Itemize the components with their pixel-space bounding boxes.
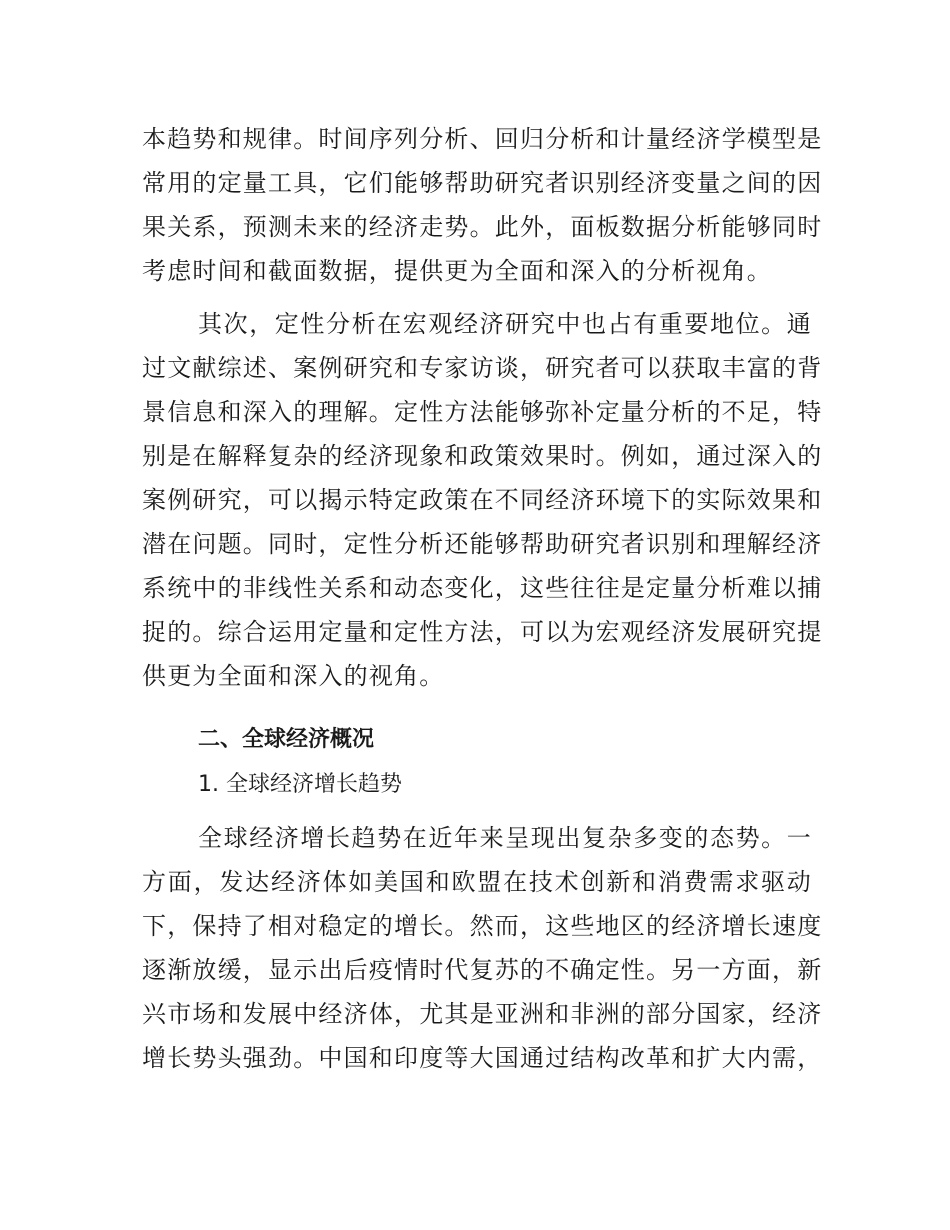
paragraph-line: 考虑时间和截面数据，提供更为全面和深入的分析视角。 (142, 257, 772, 285)
paragraph-line: 捉的。综合运用定量和定性方法，可以为宏观经济发展研究提 (142, 618, 823, 646)
paragraph-line: 景信息和深入的理解。定性方法能够弥补定量分析的不足，特 (142, 398, 823, 426)
paragraph-line: 系统中的非线性关系和动态变化，这些往往是定量分析难以捕 (142, 574, 823, 602)
subsection-heading: 1. 全球经济增长趋势 (198, 772, 402, 797)
paragraph-line: 全球经济增长趋势在近年来呈现出复杂多变的态势。一 (198, 824, 812, 852)
paragraph-line: 逐渐放缓，显示出后疫情时代复苏的不确定性。另一方面，新 (142, 956, 823, 984)
paragraph-line: 增长势头强劲。中国和印度等大国通过结构改革和扩大内需， (142, 1044, 823, 1072)
paragraph-line: 过文献综述、案例研究和专家访谈，研究者可以获取丰富的背 (142, 354, 823, 382)
paragraph-line: 常用的定量工具，它们能够帮助研究者识别经济变量之间的因 (142, 169, 823, 197)
paragraph-line: 本趋势和规律。时间序列分析、回归分析和计量经济学模型是 (142, 125, 823, 153)
paragraph-line: 别是在解释复杂的经济现象和政策效果时。例如，通过深入的 (142, 442, 823, 470)
paragraph-line: 下，保持了相对稳定的增长。然而，这些地区的经济增长速度 (142, 912, 823, 940)
paragraph-line: 其次，定性分析在宏观经济研究中也占有重要地位。通 (198, 310, 812, 338)
paragraph-line: 供更为全面和深入的视角。 (142, 662, 445, 690)
paragraph-line: 方面，发达经济体如美国和欧盟在技术创新和消费需求驱动 (142, 868, 812, 896)
paragraph-line: 果关系，预测未来的经济走势。此外，面板数据分析能够同时 (142, 213, 823, 241)
section-heading: 二、全球经济概况 (198, 727, 375, 752)
paragraph-line: 案例研究，可以揭示特定政策在不同经济环境下的实际效果和 (142, 486, 823, 514)
paragraph-line: 潜在问题。同时，定性分析还能够帮助研究者识别和理解经济 (142, 530, 823, 558)
paragraph-line: 兴市场和发展中经济体，尤其是亚洲和非洲的部分国家，经济 (142, 1000, 823, 1028)
